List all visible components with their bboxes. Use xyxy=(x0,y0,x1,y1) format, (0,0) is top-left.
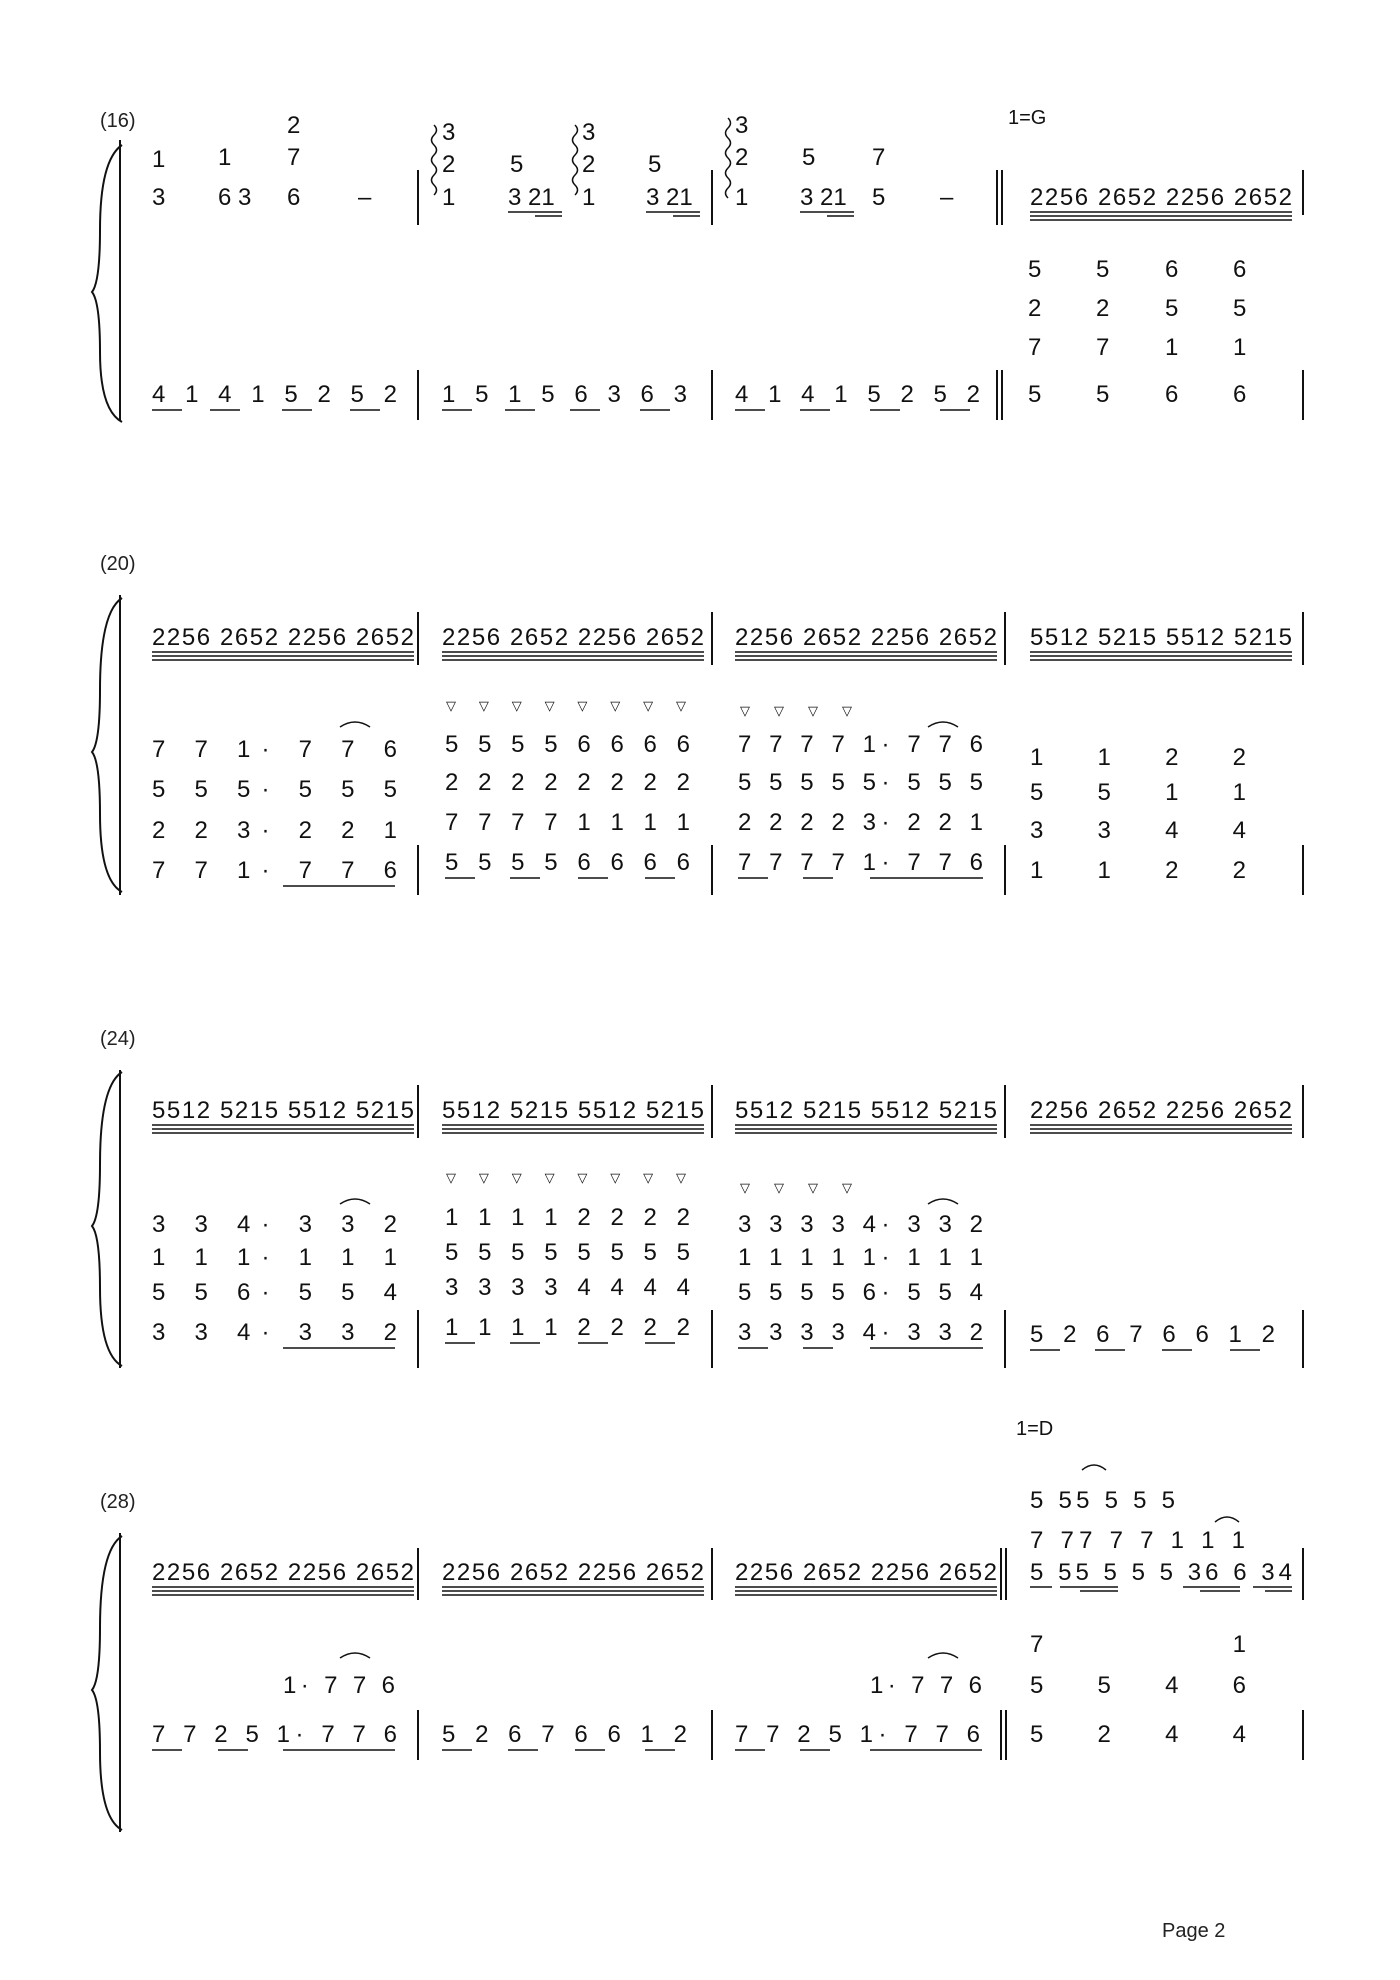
brace xyxy=(92,145,122,422)
chord-row: 7 7 1· 7 7 6 xyxy=(152,857,397,884)
system-16 xyxy=(92,107,1303,422)
note: 5 xyxy=(1028,381,1042,408)
note: 5 xyxy=(510,151,524,178)
bass-run: 4 1 4 1 5 2 5 2 xyxy=(735,381,980,408)
chord-row: 3 3 4· 3 3 2 xyxy=(152,1319,397,1346)
note: 3 21 xyxy=(800,184,847,211)
brace xyxy=(92,598,122,892)
chord-row: 1 1 1 1 2 2 2 2 xyxy=(445,1204,690,1231)
note: 5 xyxy=(1096,256,1110,283)
chord-row: 1 1 1· 1 1 1 xyxy=(152,1244,397,1271)
note: 3 xyxy=(152,184,166,211)
note-run: 2256 2652 2256 2652 xyxy=(735,624,997,651)
note-run: 2256 2652 2256 2652 xyxy=(152,1559,414,1586)
chord-row: 2 2 2 2 3· 2 2 1 xyxy=(738,809,983,836)
chord-row: 5 5 4 6 xyxy=(1030,1672,1246,1699)
note: 6 3 xyxy=(218,184,252,211)
chord-row: 5 2 6 7 6 6 1 2 xyxy=(442,1721,687,1748)
chord-row: 5 5 5· 5 5 5 xyxy=(152,776,397,803)
key-signature: 1=G xyxy=(1008,107,1047,129)
note: 5 xyxy=(802,144,816,171)
note: 3 xyxy=(735,112,749,139)
chord-row: 5 2 6 7 6 6 1 2 xyxy=(1030,1321,1275,1348)
note: 1 xyxy=(1233,334,1247,361)
dash: – xyxy=(940,184,954,211)
note: 6 xyxy=(1233,381,1247,408)
note-run: 2256 2652 2256 2652 xyxy=(442,624,704,651)
note-run: 2256 2652 2256 2652 xyxy=(442,1559,704,1586)
note: 1 xyxy=(1165,334,1179,361)
note: 3 xyxy=(442,119,456,146)
note-run: 5512 5215 5512 5215 xyxy=(735,1097,997,1124)
note-run: 2256 2652 2256 2652 xyxy=(1030,184,1292,211)
note-run: 2256 2652 2256 2652 xyxy=(152,624,414,651)
note: 2 xyxy=(1096,295,1110,322)
chord-row: 5 55 5 5 5 36 6 34 xyxy=(1030,1559,1292,1586)
note: 6 xyxy=(287,184,301,211)
chord-row: 5 5 5 5 6 6 6 6 xyxy=(445,849,690,876)
chord-row: 5 5 5 5 5 5 5 5 xyxy=(445,1239,690,1266)
chord-row: 1· 7 7 6 xyxy=(870,1672,982,1699)
dash: – xyxy=(358,184,372,211)
chord-row: 1 1 1 1 2 2 2 2 xyxy=(445,1314,690,1341)
brace xyxy=(92,1072,122,1366)
note: 2 xyxy=(442,151,456,178)
note: 3 xyxy=(582,119,596,146)
chord-row: 7 7 7 7 1· 7 7 6 xyxy=(738,849,983,876)
chord-row: 7 7 7 7 1 1 1 1 xyxy=(445,809,690,836)
note: 6 xyxy=(1165,381,1179,408)
chord-row: 5 55 5 5 5 xyxy=(1030,1487,1175,1514)
accent-marks: ▽ ▽ ▽ ▽ ▽ ▽ ▽ ▽ xyxy=(446,1171,686,1186)
note: 1 xyxy=(735,184,749,211)
note: 5 xyxy=(872,184,886,211)
note: 5 xyxy=(1165,295,1179,322)
note: 2 xyxy=(735,144,749,171)
measure-number: (20) xyxy=(100,553,136,575)
key-signature: 1=D xyxy=(1016,1418,1054,1440)
chord-row: 7 77 7 7 1 1 1 xyxy=(1030,1527,1245,1554)
grace-note: 1 xyxy=(152,146,166,173)
note: 7 xyxy=(872,144,886,171)
system-28 xyxy=(92,1418,1303,1832)
note: 1 xyxy=(582,184,596,211)
note-run: 2256 2652 2256 2652 xyxy=(1030,1097,1292,1124)
chord-row: 5 5 1 1 xyxy=(1030,779,1246,806)
accent-marks: ▽ ▽ ▽ ▽ ▽ ▽ ▽ ▽ xyxy=(446,699,686,714)
note: 7 xyxy=(287,144,301,171)
accent-marks: ▽ ▽ ▽ ▽ xyxy=(740,704,852,719)
note: 2 xyxy=(582,151,596,178)
bass-run: 1 5 1 5 6 3 6 3 xyxy=(442,381,687,408)
arpeggio-sign xyxy=(573,125,578,195)
note: 7 xyxy=(1028,334,1042,361)
chord-row: 7 7 7 7 1· 7 7 6 xyxy=(738,731,983,758)
chord-row: 3 3 3 3 4· 3 3 2 xyxy=(738,1211,983,1238)
chord-row: 1· 7 7 6 xyxy=(283,1672,395,1699)
brace xyxy=(92,1536,122,1830)
chord-row: 1 1 2 2 xyxy=(1030,857,1246,884)
chord-row: 2 2 2 2 2 2 2 2 xyxy=(445,769,690,796)
arpeggio-sign xyxy=(726,118,731,198)
chord-row: 1 1 2 2 xyxy=(1030,744,1246,771)
note: 2 xyxy=(1028,295,1042,322)
note: 5 xyxy=(1028,256,1042,283)
accent-marks: ▽ ▽ ▽ ▽ xyxy=(740,1181,852,1196)
note-run: 5512 5215 5512 5215 xyxy=(152,1097,414,1124)
system-20 xyxy=(92,553,1303,895)
note: 2 xyxy=(287,112,301,139)
arpeggio-sign xyxy=(432,125,437,195)
bass-run: 4 1 4 1 5 2 5 2 xyxy=(152,381,397,408)
note: 5 xyxy=(1096,381,1110,408)
chord-row: 5 5 5 5 5· 5 5 5 xyxy=(738,769,983,796)
chord-row: 7 7 2 5 1· 7 7 6 xyxy=(152,1721,397,1748)
system-24 xyxy=(92,1028,1303,1368)
note: 6 xyxy=(1165,256,1179,283)
note-run: 5512 5215 5512 5215 xyxy=(442,1097,704,1124)
note: 1 xyxy=(442,184,456,211)
note: 1 xyxy=(218,144,232,171)
measure-number: (28) xyxy=(100,1491,136,1513)
note-run: 2256 2652 2256 2652 xyxy=(735,1559,997,1586)
measure-number: (24) xyxy=(100,1028,136,1050)
note: 3 21 xyxy=(508,184,555,211)
chord-row: 2 2 3· 2 2 1 xyxy=(152,817,397,844)
measure-number: (16) xyxy=(100,110,136,132)
chord-row: 5 2 4 4 xyxy=(1030,1721,1246,1748)
chord-row: 3 3 3 3 4 4 4 4 xyxy=(445,1274,690,1301)
note: 5 xyxy=(1233,295,1247,322)
chord-row: 5 5 5 5 6 6 6 6 xyxy=(445,731,690,758)
note: 7 xyxy=(1096,334,1110,361)
chord-row: 7 7 2 5 1· 7 7 6 xyxy=(735,1721,980,1748)
note-run: 5512 5215 5512 5215 xyxy=(1030,624,1292,651)
chord-row: 7 7 1· 7 7 6 xyxy=(152,736,397,763)
chord-row: 3 3 4· 3 3 2 xyxy=(152,1211,397,1238)
chord-row: 5 5 5 5 6· 5 5 4 xyxy=(738,1279,983,1306)
note: 5 xyxy=(648,151,662,178)
chord-row: 7 1 xyxy=(1030,1631,1246,1658)
chord-row: 3 3 4 4 xyxy=(1030,817,1246,844)
note: 6 xyxy=(1233,256,1247,283)
chord-row: 5 5 6· 5 5 4 xyxy=(152,1279,397,1306)
chord-row: 3 3 3 3 4· 3 3 2 xyxy=(738,1319,983,1346)
note: 3 21 xyxy=(646,184,693,211)
chord-row: 1 1 1 1 1· 1 1 1 xyxy=(738,1244,983,1271)
page-number: Page 2 xyxy=(1162,1920,1226,1942)
